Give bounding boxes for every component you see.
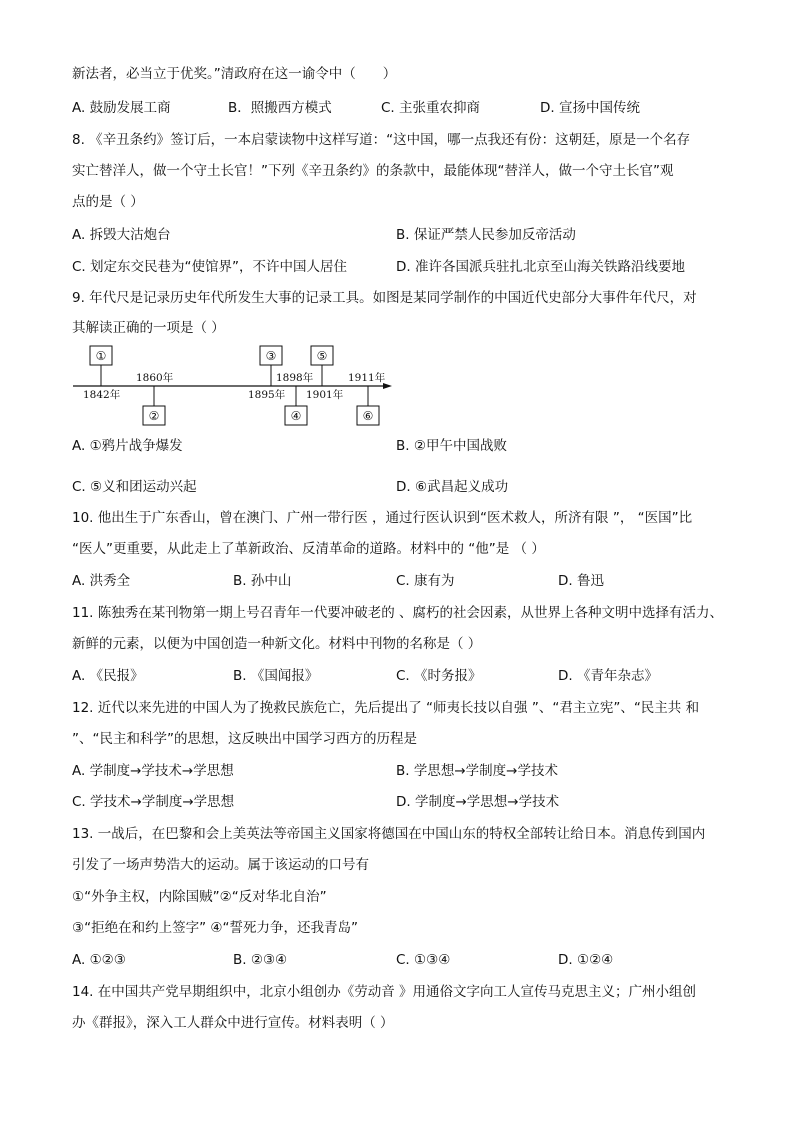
timeline-label-1895: 1895年: [248, 389, 286, 401]
q13-option-d: D. ①②④: [558, 952, 614, 968]
timeline-figure: [70, 340, 400, 432]
q13-item-line-2: ③“拒绝在和约上签字” ④“誓死力争，还我青岛”: [72, 920, 358, 936]
q13-option-b: B. ②③④: [233, 952, 288, 968]
q13-item-line-1: ①“外争主权，内除国贼”②“反对华北自治”: [72, 889, 327, 905]
q11-stem-line-2: 新鲜的元素，以便为中国创造一种新文化。材料中刊物的名称是（ ）: [72, 636, 482, 652]
q8-option-b: B. 保证严禁人民参加反帝活动: [396, 227, 576, 243]
q7-continuation: 新法者，必当立于优奖。”清政府在这一谕令中（ ）: [72, 66, 397, 82]
q7-option-d: D. 宣扬中国传统: [540, 100, 640, 116]
q9-option-d: D. ⑥武昌起义成功: [396, 479, 509, 495]
q10-option-a: A. 洪秀全: [72, 573, 131, 589]
q9-stem-line-1: 9. 年代尺是记录历史年代所发生大事的记录工具。如图是某同学制作的中国近代史部分大事件年代尺，对: [72, 290, 697, 306]
q11-option-c: C. 《时务报》: [396, 668, 482, 684]
q14-stem-line-1: 14. 在中国共产党早期组织中，北京小组创办《劳动音 》用通俗文字向工人宣传马克思主义；广州小组创: [72, 984, 697, 1000]
q11-option-d: D. 《青年杂志》: [558, 668, 658, 684]
q14-stem-line-2: 办《群报》，深入工人群众中进行宣传。材料表明（ ）: [72, 1015, 394, 1031]
q7-option-a: A. 鼓励发展工商: [72, 100, 171, 116]
q8-option-c: C. 划定东交民巷为“使馆界”，不许中国人居住: [72, 259, 347, 275]
timeline-label-1901: 1901年: [306, 389, 344, 401]
q13-stem-line-1: 13. 一战后，在巴黎和会上美英法等帝国主义国家将德国在中国山东的特权全部转让给日本。消息传到国内: [72, 826, 706, 842]
q12-option-a: A. 学制度→学技术→学思想: [72, 763, 234, 779]
q8-stem-line-1: 8. 《辛丑条约》签订后，一本启蒙读物中这样写道：“这中国，哪一点我还有份：这朝廷，原是一个名存: [72, 132, 691, 148]
q12-stem-line-1: 12. 近代以来先进的中国人为了挽救民族危亡，先后提出了 “师夷长技以自强 ”、“君主立宪”、“民主共 和: [72, 700, 700, 716]
q7-option-c: C. 主张重农抑商: [381, 100, 481, 116]
q12-option-d: D. 学制度→学思想→学技术: [396, 794, 560, 810]
q8-option-a: A. 拆毁大沽炮台: [72, 227, 171, 243]
q9-option-a: A. ①鸦片战争爆发: [72, 438, 183, 454]
timeline-marker-1: ①: [95, 349, 107, 363]
timeline-label-1860: 1860年: [136, 372, 174, 384]
q11-option-a: A. 《民报》: [72, 668, 144, 684]
timeline-marker-5: ⑤: [316, 349, 328, 363]
q9-option-b: B. ②甲午中国战败: [396, 438, 507, 454]
timeline-label-1898: 1898年: [276, 372, 314, 384]
q13-option-c: C. ①③④: [396, 952, 451, 968]
q9-option-c: C. ⑤义和团运动兴起: [72, 479, 197, 495]
q12-stem-line-2: ”、“民主和科学”的思想，这反映出中国学习西方的历程是: [72, 731, 417, 747]
q13-option-a: A. ①②③: [72, 952, 126, 968]
timeline-marker-2: ②: [148, 409, 160, 423]
q10-stem-line-2: “医人”更重要，从此走上了革新政治、反清革命的道路。材料中的 “他”是 （ ）: [72, 541, 545, 557]
q10-option-b: B. 孙中山: [233, 573, 292, 589]
timeline-marker-3: ③: [265, 349, 277, 363]
q8-option-d: D. 准许各国派兵驻扎北京至山海关铁路沿线要地: [396, 259, 685, 275]
q8-stem-line-2: 实亡替洋人，做一个守土长官！”下列《辛丑条约》的条款中，最能体现“替洋人，做一个守土长官”观: [72, 163, 674, 179]
q11-option-b: B. 《国闻报》: [233, 668, 319, 684]
q11-stem-line-1: 11. 陈独秀在某刊物第一期上号召青年一代要冲破老的 、腐朽的社会因素，从世界上各种文明中选择有活力、: [72, 605, 724, 621]
timeline-marker-6: ⑥: [362, 409, 374, 423]
q12-option-c: C. 学技术→学制度→学思想: [72, 794, 235, 810]
q7-option-b: B．照搬西方模式: [228, 100, 332, 116]
q13-stem-line-2: 引发了一场声势浩大的运动。属于该运动的口号有: [72, 857, 369, 873]
timeline-label-1842: 1842年: [83, 389, 121, 401]
q8-stem-line-3: 点的是（ ）: [72, 194, 144, 210]
timeline-label-1911: 1911年: [348, 372, 386, 384]
q10-option-d: D. 鲁迅: [558, 573, 604, 589]
timeline-marker-4: ④: [290, 409, 302, 423]
q10-option-c: C. 康有为: [396, 573, 455, 589]
q12-option-b: B. 学思想→学制度→学技术: [396, 763, 558, 779]
q9-stem-line-2: 其解读正确的一项是（ ）: [72, 320, 225, 336]
q10-stem-line-1: 10. 他出生于广东香山，曾在澳门、广州一带行医 ，通过行医认识到“医术救人，所济有限 ”， “医国”比: [72, 510, 693, 526]
